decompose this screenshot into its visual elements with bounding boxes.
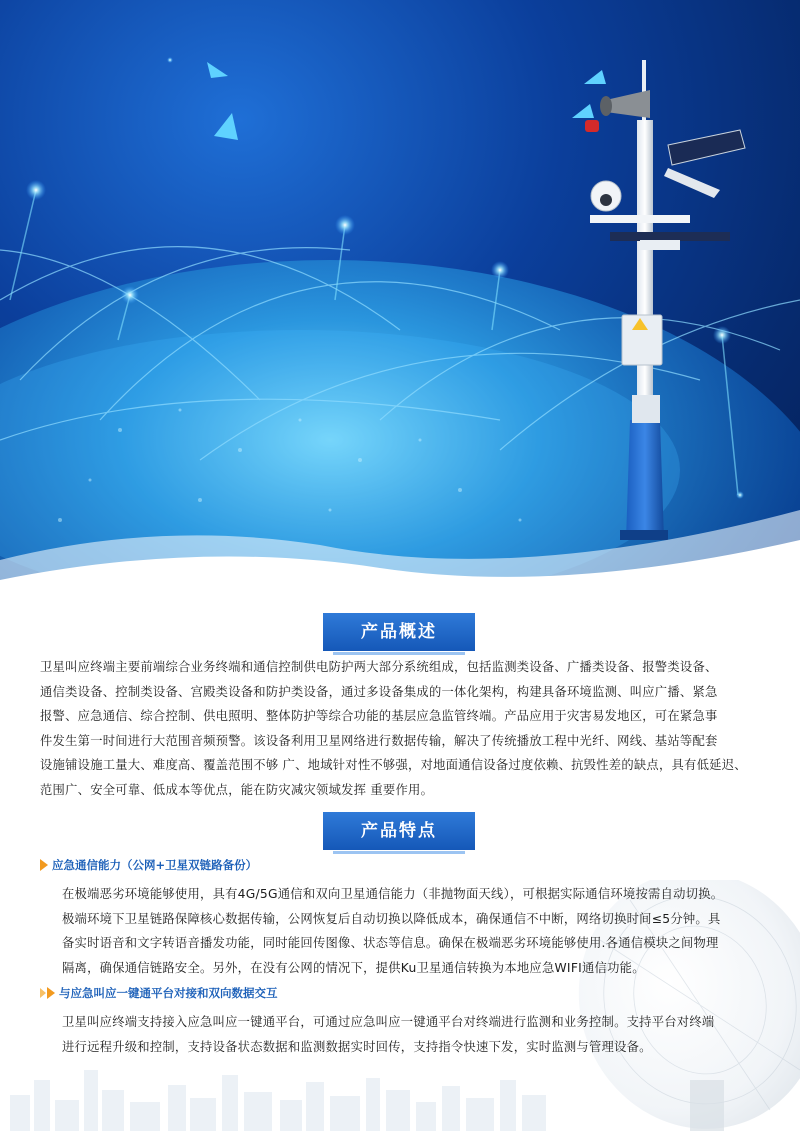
feature-heading-text: 与应急叫应一键通平台对接和双向数据交互 (59, 986, 278, 1000)
overview-line: 报警、应急通信、综合控制、供电照明、整体防护等综合功能的基层应急监管终端。产品应用于灾害易发地区，可在紧急事 (40, 709, 718, 724)
bullet-triangle-icon (40, 988, 46, 998)
city-skyline-decoration (0, 1040, 800, 1131)
overview-line: 设施铺设施工量大、难度高、覆盖范围不够 广、地域针对性不够强，对地面通信设备过度依赖、抗毁性差的缺点，具有低延迟、 (40, 758, 747, 773)
feature-heading (40, 985, 278, 1001)
features-title: 产品特点 (323, 812, 475, 850)
feature-line: 隔离，确保通信链路安全。另外，在没有公网的情况下，提供Ku卫星通信转换为本地应急WIFI通信功能。 (62, 960, 645, 975)
bullet-triangle-icon (40, 859, 48, 871)
overview-line: 通信类设备、控制类设备、宫殿类设备和防护类设备，通过多设备集成的一体化架构，构建具备环境监测、叫应广播、紧急 (40, 684, 718, 699)
feature-line: 在极端恶劣环境能够使用，具有4G/5G通信和双向卫星通信能力（非抛物面天线），可根据实际通信环境按需自动切换。 (62, 887, 724, 901)
feature-line: 卫星叫应终端支持接入应急叫应一键通平台，可通过应急叫应一键通平台对终端进行监测和业务控制。支持平台对终端 (62, 1015, 715, 1029)
overview-title: 产品概述 (323, 613, 475, 651)
overview-paragraph (40, 655, 780, 803)
overview-line: 范围广、安全可靠、低成本等优点，能在防灾减灾领域发挥 重要作用。 (40, 782, 434, 797)
feature-line: 进行远程升级和控制，支持设备状态数据和监测数据实时回传，支持指令快速下发，实时监测与管理设备。 (62, 1039, 652, 1054)
bullet-triangle-icon (47, 987, 55, 999)
feature-line: 备实时语音和文字转语音播发功能，同时能回传图像、状态等信息。确保在极端恶劣环境能够使用.各通信模块之间物理 (62, 936, 719, 951)
feature-line: 极端环境下卫星链路保障核心数据传输，公网恢复后自动切换以降低成本，确保通信不中断，网络切换时间≤5分钟。具 (62, 911, 721, 926)
feature-description (62, 882, 782, 980)
feature-heading-text: 应急通信能力（公网+卫星双链路备份） (52, 858, 258, 872)
overview-line: 件发生第一时间进行大范围音频预警。该设备利用卫星网络进行数据传输，解决了传统播放工程中光纤、网线、基站等配套 (40, 733, 718, 748)
feature-heading (40, 857, 257, 873)
overview-line: 卫星叫应终端主要前端综合业务终端和通信控制供电防护两大部分系统组成，包括监测类设备、广播类设备、报警类设备、 (40, 660, 718, 674)
